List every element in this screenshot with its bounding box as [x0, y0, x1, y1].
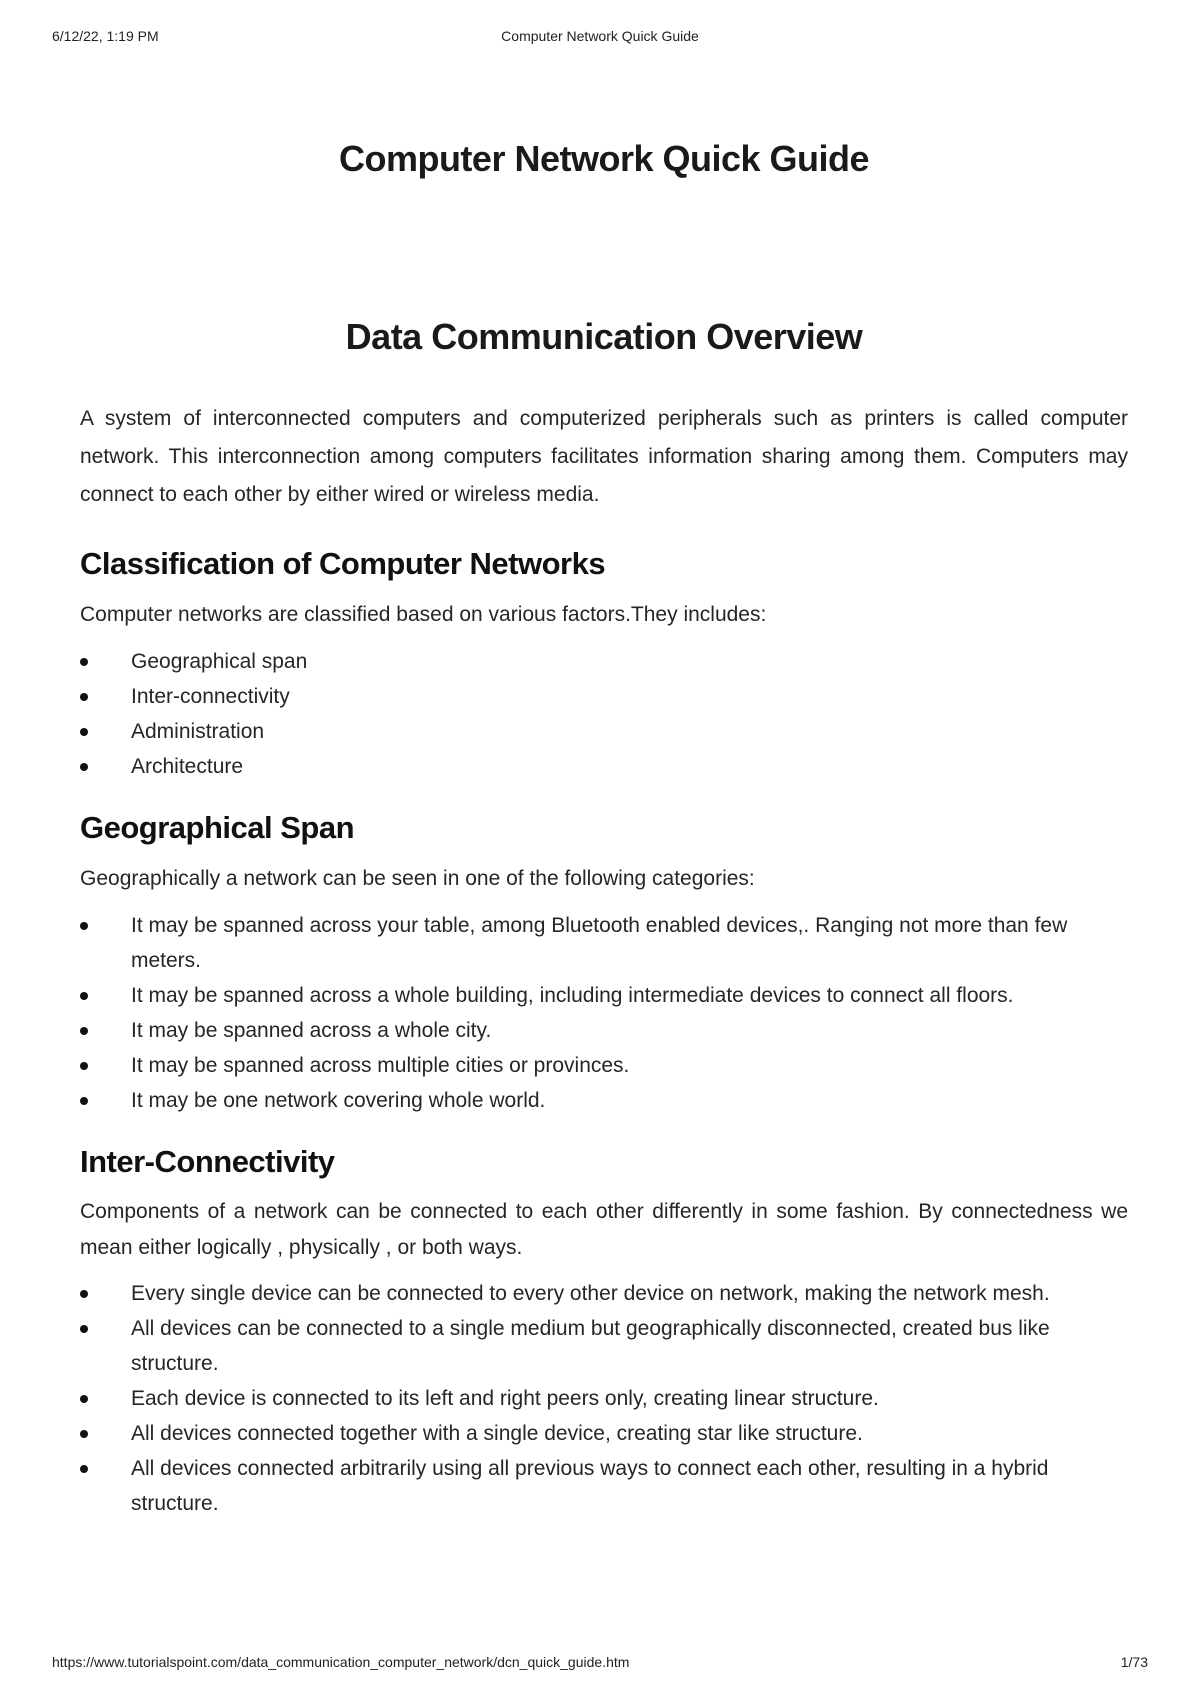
list-item [80, 714, 1128, 749]
list-item [80, 749, 1128, 784]
bullet-icon [80, 1097, 88, 1105]
list-item-text: Each device is connected to its left and right peers only, creating linear structure. [131, 1387, 879, 1410]
page-number: 1/73 [1120, 1654, 1148, 1670]
list-item [80, 1416, 1128, 1451]
bullet-icon [80, 763, 88, 771]
bullet-icon [80, 1062, 88, 1070]
list-item [80, 1381, 1128, 1416]
print-footer [52, 1654, 1148, 1674]
list-item-text: It may be spanned across your table, among Bluetooth enabled devices,. Ranging not more than few meters. [131, 914, 1068, 972]
bullet-icon [80, 1395, 88, 1403]
bullet-icon [80, 1027, 88, 1035]
inter-connectivity-list [80, 1276, 1128, 1521]
overview-paragraph: A system of interconnected computers and computerized peripherals such as printers is called computer network. This interconnection among computers facilitates information sharing among them. Computers may connect to each other by either wired or wireless media. [80, 407, 1128, 506]
list-item-text: It may be spanned across a whole building, including intermediate devices to connect all floors. [131, 984, 1014, 1007]
list-item-text: It may be spanned across a whole city. [131, 1019, 492, 1042]
overview-heading: Data Communication Overview [345, 316, 863, 357]
list-item [80, 978, 1128, 1013]
list-item [80, 1451, 1128, 1521]
list-item [80, 1013, 1128, 1048]
bullet-icon [80, 1465, 88, 1473]
bullet-icon [80, 1290, 88, 1298]
list-item [80, 1311, 1128, 1381]
list-item [80, 1048, 1128, 1083]
geographical-span-list [80, 908, 1128, 1118]
list-item-text: Inter-connectivity [131, 685, 290, 708]
list-item [80, 644, 1128, 679]
list-item [80, 1083, 1128, 1118]
list-item [80, 679, 1128, 714]
list-item-text: All devices connected arbitrarily using all previous ways to connect each other, resulting in a hybrid structure. [131, 1457, 1049, 1515]
list-item-text: Architecture [131, 755, 244, 778]
list-item-text: Administration [131, 720, 265, 743]
list-item-text: Geographical span [131, 650, 308, 673]
page-title: Computer Network Quick Guide [338, 138, 870, 179]
inter-connectivity-intro: Components of a network can be connected to each other differently in some fashion. By connectedness we mean either logically , physically , or both ways. [80, 1200, 1128, 1259]
print-header-title: Computer Network Quick Guide [501, 28, 699, 44]
bullet-icon [80, 1430, 88, 1438]
inter-connectivity-heading: Inter-Connectivity [80, 1144, 335, 1179]
list-item-text: It may be spanned across multiple cities or provinces. [131, 1054, 630, 1077]
bullet-icon [80, 1325, 88, 1333]
print-header [52, 28, 1148, 48]
document-body [80, 400, 1128, 1521]
bullet-icon [80, 992, 88, 1000]
bullet-icon [80, 922, 88, 930]
bullet-icon [80, 658, 88, 666]
list-item-text: It may be one network covering whole world. [131, 1089, 546, 1112]
bullet-icon [80, 693, 88, 701]
classification-heading: Classification of Computer Networks [80, 546, 606, 581]
list-item-text: Every single device can be connected to every other device on network, making the network mesh. [131, 1282, 1050, 1305]
list-item-text: All devices connected together with a single device, creating star like structure. [131, 1422, 863, 1445]
bullet-icon [80, 728, 88, 736]
list-item [80, 1276, 1128, 1311]
list-item [80, 908, 1128, 978]
classification-list [80, 644, 1128, 784]
print-datetime: 6/12/22, 1:19 PM [52, 28, 159, 44]
list-item-text: All devices can be connected to a single medium but geographically disconnected, created bus like structure. [131, 1317, 1050, 1375]
source-url: https://www.tutorialspoint.com/data_communication_computer_network/dcn_quick_guide.htm [52, 1654, 630, 1670]
geographical-span-intro: Geographically a network can be seen in one of the following categories: [80, 867, 755, 890]
geographical-span-heading: Geographical Span [80, 810, 355, 845]
classification-intro: Computer networks are classified based on various factors.They includes: [80, 603, 767, 626]
